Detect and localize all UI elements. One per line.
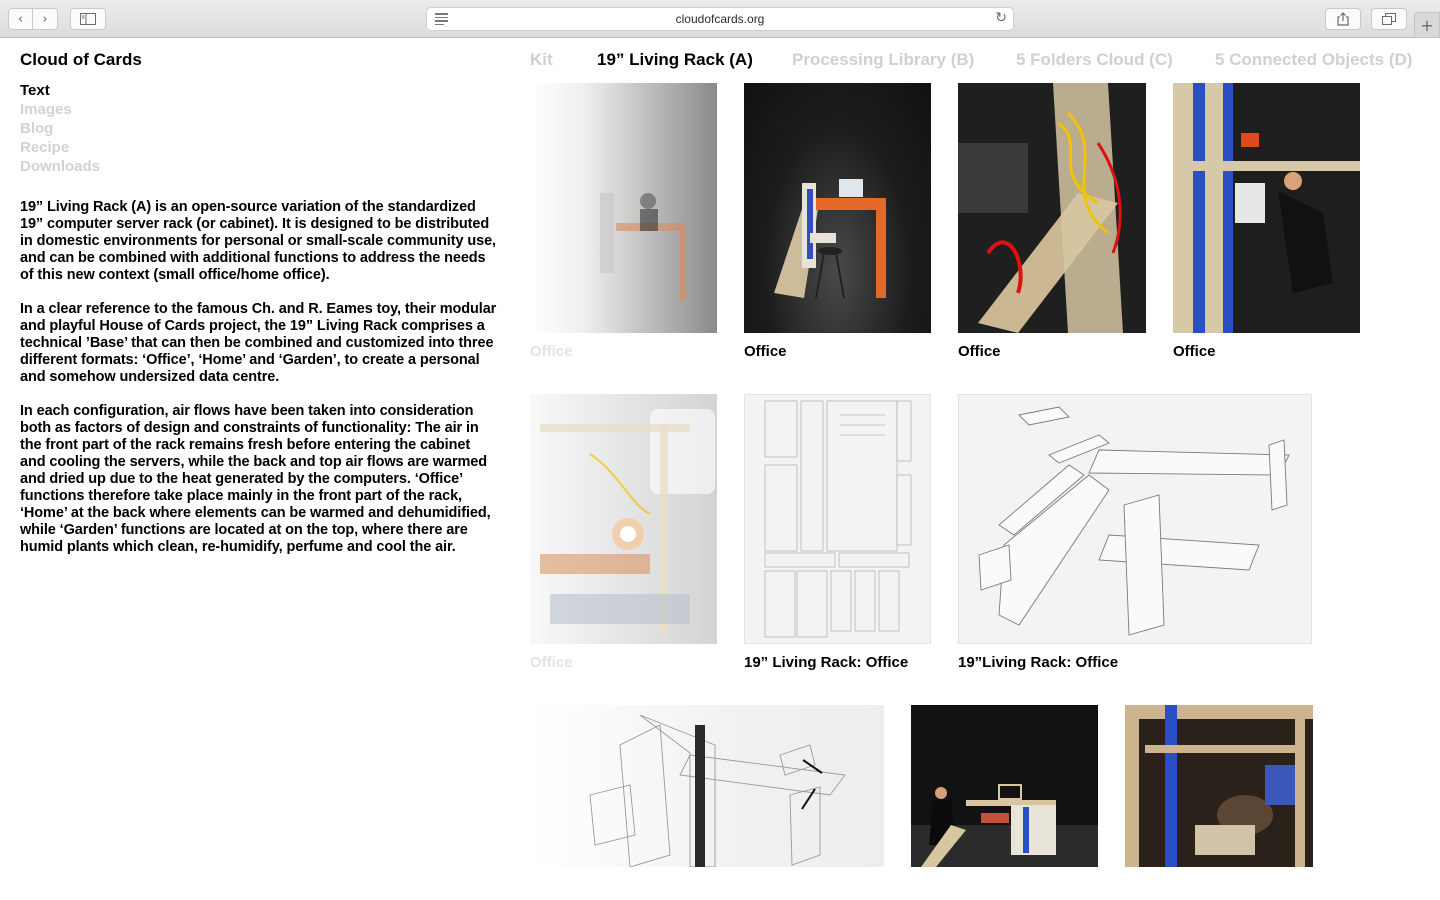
rack-cabling-photo: [958, 83, 1146, 333]
section-nav-blog[interactable]: Blog: [20, 120, 54, 137]
tab-living-rack[interactable]: 19” Living Rack (A): [597, 50, 753, 69]
gallery-image[interactable]: [744, 83, 931, 333]
gallery-image[interactable]: [530, 394, 717, 644]
description-paragraph: 19” Living Rack (A) is an open-source variation of the standardized 19” computer server rack (or cabinet). It is designed to be distributed in domestic environments for personal or small-scale community use, and can be combined with additional functions to address the needs of this new context (small office/home office).: [20, 199, 496, 283]
forward-button[interactable]: [33, 8, 58, 30]
exploded-axonometric-drawing: [959, 395, 1312, 644]
rack-detail-photo: [530, 394, 717, 644]
share-button[interactable]: [1325, 8, 1361, 30]
address-bar[interactable]: [426, 7, 1014, 31]
tab-connected-objects[interactable]: 5 Connected Objects (D): [1215, 50, 1413, 69]
gallery-image[interactable]: [958, 83, 1146, 333]
back-button[interactable]: [8, 8, 33, 30]
section-nav-text[interactable]: Text: [20, 82, 50, 99]
tab-kit[interactable]: Kit: [530, 50, 553, 69]
gallery-caption: Office: [530, 343, 573, 360]
gallery-caption: Office: [1173, 343, 1216, 360]
rack-assembly-drawing: [530, 705, 884, 867]
rack-office-photo: [530, 83, 717, 333]
rack-living-photo: [911, 705, 1098, 867]
reader-icon[interactable]: [435, 13, 448, 25]
description-paragraph: In a clear reference to the famous Ch. and R. Eames toy, their modular and playful House of Cards project, the 19” Living Rack comprises a technical ’Base’ that can then be combined and customized into three different formats: ‘Office’, ‘Home’ and ‘Garden’, to create a personal and somehow undersized data centre.: [20, 301, 497, 385]
share-icon: [1337, 12, 1349, 26]
site-title[interactable]: Cloud of Cards: [20, 50, 142, 69]
section-nav-recipe[interactable]: Recipe: [20, 139, 70, 156]
url-text: cloudofcards.org: [675, 12, 765, 26]
sidebar-toggle-button[interactable]: [70, 8, 106, 30]
gallery-caption: 19” Living Rack: Office: [744, 654, 909, 671]
section-nav: [20, 81, 100, 176]
plus-icon: +: [1420, 15, 1434, 35]
rack-working-photo: [1173, 83, 1360, 333]
gallery-caption: 19”Living Rack: Office: [958, 654, 1119, 671]
tab-overview-button[interactable]: [1371, 8, 1407, 30]
rack-office-photo: [744, 83, 931, 333]
gallery-caption: Office: [530, 654, 573, 671]
sidebar-icon: [80, 13, 96, 25]
gallery-caption: Office: [958, 343, 1001, 360]
gallery-image[interactable]: [744, 394, 931, 644]
chevron-left-icon: ‹: [17, 11, 24, 27]
description-paragraph: In each configuration, air flows have been taken into consideration both as factors of design and constraints of functionality: The air in the front part of the rack remains fresh before entering the cabinet and cooling the servers, while the back and top air flows are warmed and dried up due to the heat generated by the computers. ‘Office’ functions therefore take place mainly in the front part of the rack, ‘Home’ at the back where elements can be warmed and dehumidified, while ‘Garden’ functions are located at on the top, where there are humid plants which clean, re-humidify, perfume and cool the air.: [20, 403, 491, 555]
gallery-image[interactable]: [530, 705, 884, 867]
cut-sheet-drawing: [745, 395, 931, 644]
chevron-right-icon: ›: [42, 11, 48, 27]
gallery-caption: Office: [744, 343, 787, 360]
new-tab-button[interactable]: [1414, 12, 1440, 38]
gallery-image[interactable]: [1125, 705, 1313, 867]
tab-processing-library[interactable]: Processing Library (B): [792, 50, 975, 69]
gallery-image[interactable]: [958, 394, 1312, 644]
reload-icon[interactable]: ↻: [995, 10, 1007, 26]
gallery-image[interactable]: [911, 705, 1098, 867]
tab-folders-cloud[interactable]: 5 Folders Cloud (C): [1016, 50, 1173, 69]
gallery-image[interactable]: [1173, 83, 1360, 333]
project-description: [20, 199, 498, 573]
tabs-icon: [1382, 13, 1396, 25]
browser-toolbar: [0, 0, 1440, 38]
gallery-image[interactable]: [530, 83, 717, 333]
section-nav-downloads[interactable]: Downloads: [20, 158, 101, 175]
rack-home-photo: [1125, 705, 1313, 867]
section-nav-images[interactable]: Images: [20, 101, 72, 118]
